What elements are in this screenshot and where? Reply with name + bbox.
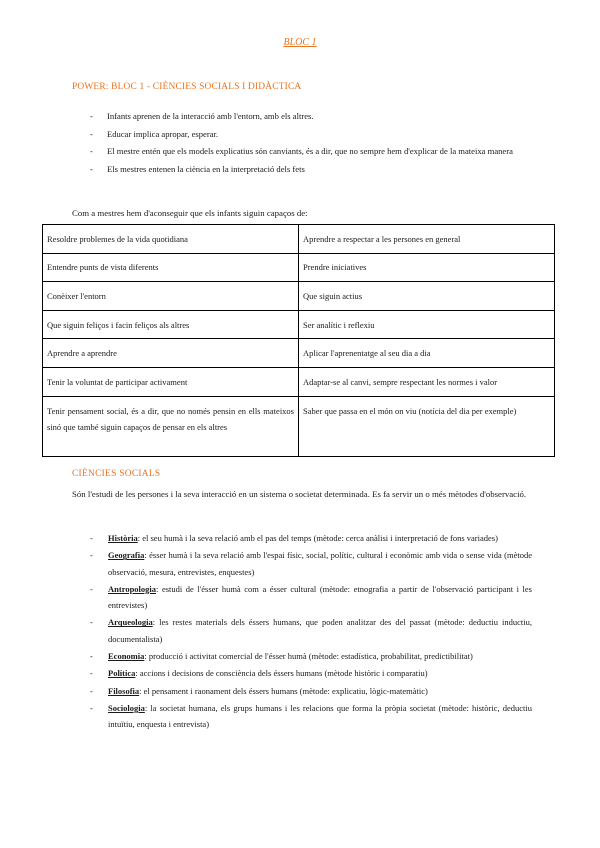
discipline-text: : accions i decisions de consciència dels éssers humans (mètode històric i comparatiu) — [135, 668, 428, 679]
table-row — [43, 339, 555, 368]
table-cell: Prendre iniciatives — [299, 253, 555, 282]
discipline-term: Arqueologia — [108, 617, 153, 628]
list-item: - Infants aprenen de la interacció amb l'entorn, amb els altres. — [72, 108, 532, 126]
discipline-term: Economia — [108, 651, 145, 662]
list-item — [72, 530, 532, 546]
list-item — [72, 665, 532, 681]
discipline-term: Política — [108, 668, 136, 679]
bloc-title: BLOC 1 — [283, 37, 317, 48]
table-cell: Que siguin feliços i facin feliços als altres — [43, 310, 299, 339]
table-row — [43, 396, 555, 456]
list-item — [72, 648, 532, 664]
table-cell: Ser analític i reflexiu — [299, 310, 555, 339]
discipline-term: Antropologia — [108, 583, 157, 594]
list-item: - Els mestres entenen la ciència en la interpretació dels fets — [72, 161, 532, 179]
discipline-text: : estudi de l'ésser humà com a ésser cultural (mètode: etnografia a partir de l'observació participant i les entrevistes) — [108, 583, 532, 611]
table-row — [43, 282, 555, 311]
section2-title: CIÈNCIES SOCIALS — [72, 469, 161, 479]
capabilities-table — [42, 224, 555, 457]
table-cell: Entendre punts de vista diferents — [43, 253, 299, 282]
discipline-term: Sociologia — [108, 702, 145, 713]
list-item — [72, 547, 532, 580]
table-cell: Conèixer l'entorn — [43, 282, 299, 311]
table-cell: Aprendre a respectar a les persones en general — [299, 225, 555, 254]
discipline-text: : producció i activitat comercial de l'ésser humà (mètode: estadística, probabilitat, predictibilitat) — [144, 651, 473, 662]
table-cell: Saber que passa en el món on viu (notícia del dia per exemple) — [299, 396, 555, 456]
discipline-text: : les restes materials dels éssers humans, que poden analitzar des del passat (mètode: deductiu inductiu, documentalista) — [108, 617, 532, 644]
section1-title: POWER: BLOC 1 - CIÈNCIES SOCIALS I DIDÀCTICA — [72, 82, 302, 92]
section1-bullet-list — [72, 108, 532, 178]
table-row — [43, 367, 555, 396]
discipline-text: : el pensament i raonament dels éssers humans (mètode: explicatiu, lògic-matemàtic) — [139, 685, 428, 696]
discipline-text: : la societat humana, els grups humans i les relacions que forma la pròpia societat (mètode: històric, deductiu intuïtiu, enquesta i entrevista) — [108, 702, 532, 730]
table-cell: Aplicar l'aprenentatge al seu dia a dia — [299, 339, 555, 368]
table-row — [43, 310, 555, 339]
list-item — [72, 700, 532, 733]
list-item — [72, 614, 532, 647]
table-cell: Que siguin actius — [299, 282, 555, 311]
discipline-text: : el seu humà i la seva relació amb el pas del temps (mètode: cerca anàlisi i interpretació de fons variades) — [137, 533, 498, 543]
table-row — [43, 225, 555, 254]
table-cell: Tenir pensament social, és a dir, que no només pensin en ells mateixos sinó que també siguin capaços de pensar en els altres — [43, 396, 299, 456]
list-item — [72, 581, 532, 614]
table-row — [43, 253, 555, 282]
list-item: - Educar implica apropar, esperar. — [72, 126, 532, 144]
table-cell: Tenir la voluntat de participar activament — [43, 367, 299, 396]
table-cell: Aprendre a aprendre — [43, 339, 299, 368]
table-cell: Adaptar-se al canvi, sempre respectant les normes i valor — [299, 367, 555, 396]
section2-description: Són l'estudi de les persones i la seva interacció en un sistema o societat determinada. Es fa servir un o més mètodes d'observació. — [72, 489, 527, 499]
discipline-term: Filosofia — [108, 685, 140, 696]
discipline-text: : ésser humà i la seva relació amb l'espai físic, social, polític, cultural i econòmic amb vida o sense vida (mètode observació, mesura, entrevistes, enquestes) — [108, 550, 532, 577]
list-item — [72, 683, 532, 699]
list-item: - El mestre entén que els models explicatius són canviants, és a dir, que no sempre hem d'explicar de la mateixa manera — [72, 143, 532, 161]
disciplines-list — [72, 530, 532, 734]
table-intro: Com a mestres hem d'aconseguir que els infants siguin capaços de: — [72, 208, 308, 218]
discipline-term: Història — [108, 533, 138, 543]
discipline-term: Geografia — [108, 550, 145, 561]
table-cell: Resoldre problemes de la vida quotidiana — [43, 225, 299, 254]
